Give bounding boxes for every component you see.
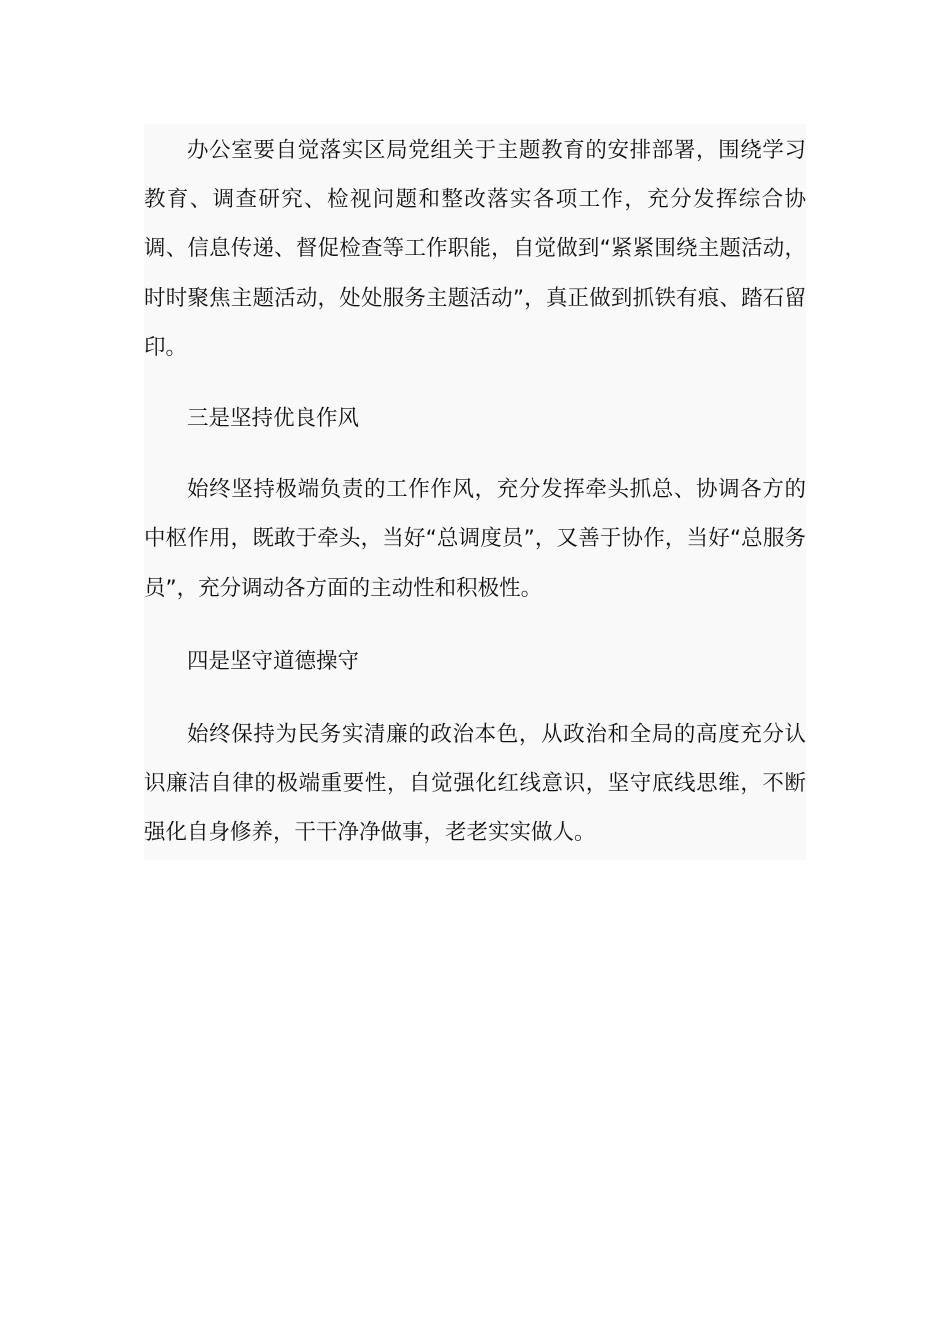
heading-fine-style: 三是坚持优良作风 bbox=[187, 406, 360, 432]
document-body bbox=[144, 124, 806, 860]
paragraph-integrity: 始终保持为民务实清廉的政治本色，从政治和全局的高度充分认识廉洁自律的极端重要性，自觉强化红线意识，坚守底线思维，不断强化自身修养，干干净净做事，老老实实做人。 bbox=[144, 722, 806, 846]
heading-moral-integrity: 四是坚守道德操守 bbox=[187, 648, 360, 674]
paragraph-office-duties: 办公室要自觉落实区局党组关于主题教育的安排部署，围绕学习教育、调查研究、检视问题和整改落实各项工作，充分发挥综合协调、信息传递、督促检查等工作职能，自觉做到“紧紧围绕主题活动，时时聚焦主题活动，处处服务主题活动”，真正做到抓铁有痕、踏石留印。 bbox=[144, 138, 806, 360]
paragraph-work-style: 始终坚持极端负责的工作作风，充分发挥牵头抓总、协调各方的中枢作用，既敢于牵头，当好“总调度员”，又善于协作，当好“总服务员”，充分调动各方面的主动性和积极性。 bbox=[144, 477, 806, 601]
